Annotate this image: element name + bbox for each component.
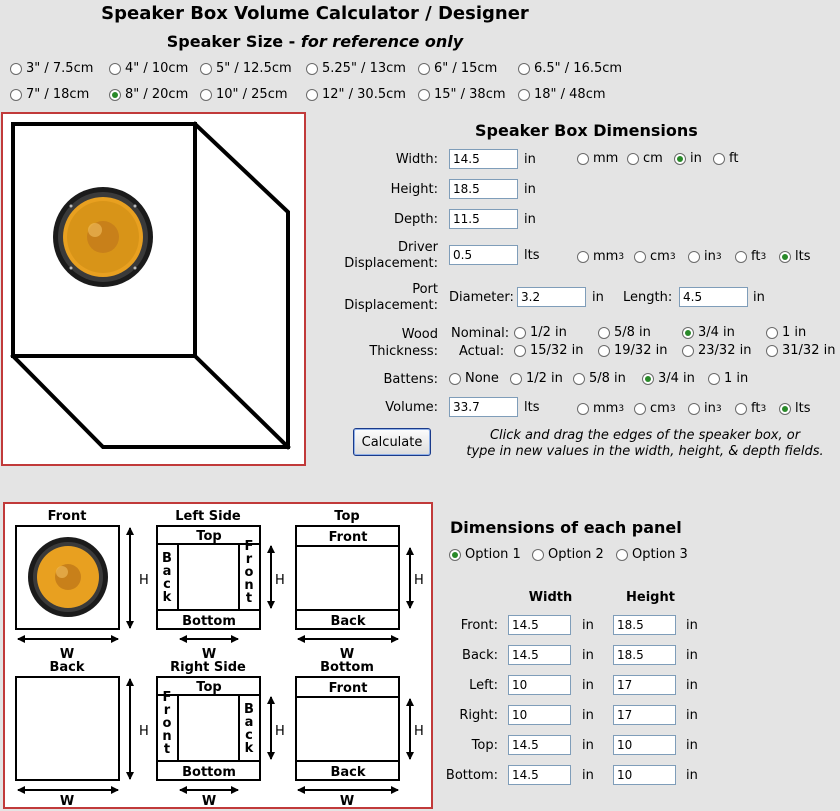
page-title: Speaker Box Volume Calculator / Designer bbox=[101, 3, 529, 24]
bottom-front-label: Front bbox=[328, 681, 368, 696]
length-unit-mm[interactable]: mm bbox=[577, 151, 618, 166]
top-back-label: Back bbox=[330, 614, 366, 629]
length-unit-ft[interactable]: ft bbox=[713, 151, 738, 166]
front-title: Front bbox=[47, 509, 87, 524]
radio-icon[interactable] bbox=[779, 251, 791, 263]
panel-row-label: Top: bbox=[471, 738, 498, 753]
wood-nominal-1-2[interactable]: 1/2 in bbox=[514, 325, 567, 340]
radio-icon[interactable] bbox=[200, 89, 212, 101]
calculate-button[interactable]: Calculate bbox=[353, 428, 431, 456]
driver-unit-in3[interactable]: in 3 bbox=[688, 249, 722, 264]
wood-actual-31-32[interactable]: 31/32 in bbox=[766, 343, 835, 358]
radio-icon[interactable] bbox=[682, 327, 694, 339]
panel-height-input[interactable] bbox=[613, 765, 676, 785]
speaker-driver-icon bbox=[53, 187, 153, 287]
radio-icon[interactable] bbox=[688, 403, 700, 415]
radio-icon[interactable] bbox=[627, 153, 639, 165]
radio-icon[interactable] bbox=[766, 345, 778, 357]
bottom-title: Bottom bbox=[320, 660, 374, 675]
port-length-input[interactable] bbox=[679, 287, 748, 307]
back-w-label: W bbox=[59, 794, 75, 807]
wood-nominal-label: Nominal: bbox=[451, 326, 510, 341]
wood-actual-23-32[interactable]: 23/32 in bbox=[682, 343, 751, 358]
top-w-label: W bbox=[339, 647, 355, 662]
top-front-label: Front bbox=[328, 530, 368, 545]
front-h-label: H bbox=[139, 573, 149, 588]
radio-icon[interactable] bbox=[514, 327, 526, 339]
back-panel bbox=[16, 677, 119, 780]
wood-actual-label: Actual: bbox=[459, 344, 505, 359]
radio-icon[interactable] bbox=[713, 153, 725, 165]
radio-icon[interactable] bbox=[735, 251, 747, 263]
panel-height-unit: in bbox=[686, 768, 698, 783]
panel-col-width: Width bbox=[528, 590, 573, 605]
panel-height-input[interactable] bbox=[613, 705, 676, 725]
volume-input[interactable] bbox=[449, 397, 518, 417]
radio-icon[interactable] bbox=[518, 89, 530, 101]
radio-icon[interactable] bbox=[518, 63, 530, 75]
panel-width-input[interactable] bbox=[508, 615, 571, 635]
wood-thickness-label: Wood Thickness: bbox=[369, 327, 438, 359]
height-input[interactable] bbox=[449, 179, 518, 199]
panel-option-3[interactable]: Option 3 bbox=[616, 547, 688, 562]
radio-icon[interactable] bbox=[735, 403, 747, 415]
right-side-top-label: Top bbox=[196, 680, 222, 695]
battens-label: Battens: bbox=[383, 372, 438, 387]
panel-width-unit: in bbox=[582, 678, 594, 693]
volume-unit-lts[interactable]: lts bbox=[779, 401, 810, 416]
panel-col-height: Height bbox=[626, 590, 675, 605]
front-speaker-icon bbox=[28, 537, 108, 617]
left-side-bottom-label: Bottom bbox=[182, 614, 236, 629]
port-displacement-label: Port Displacement: bbox=[344, 282, 438, 313]
panel-option-1[interactable]: Option 1 bbox=[449, 547, 521, 562]
left-side-title: Left Side bbox=[175, 509, 241, 524]
depth-input[interactable] bbox=[449, 209, 518, 229]
box-3d-view[interactable] bbox=[1, 112, 306, 466]
radio-icon[interactable] bbox=[682, 345, 694, 357]
driver-unit-cm3[interactable]: cm 3 bbox=[634, 249, 676, 264]
width-unit: in bbox=[524, 152, 536, 167]
radio-icon[interactable] bbox=[200, 63, 212, 75]
drag-hint: Click and drag the edges of the speaker box, or type in new values in the width, height, & depth fields. bbox=[466, 428, 824, 459]
driver-displacement-input[interactable] bbox=[449, 245, 518, 265]
radio-icon[interactable] bbox=[779, 403, 791, 415]
battens-1[interactable]: 1 in bbox=[708, 371, 748, 386]
panel-width-unit: in bbox=[582, 708, 594, 723]
left-side-back-label: B a c k bbox=[162, 551, 172, 605]
panel-width-unit: in bbox=[582, 648, 594, 663]
driver-displacement-unit: lts bbox=[524, 248, 540, 263]
panel-row-label: Front: bbox=[460, 618, 498, 633]
radio-icon[interactable] bbox=[10, 63, 22, 75]
panel-width-input[interactable] bbox=[508, 765, 571, 785]
speaker-size-10in[interactable]: 10" / 25cm bbox=[200, 87, 288, 102]
panel-height-input[interactable] bbox=[613, 645, 676, 665]
radio-icon[interactable] bbox=[449, 373, 461, 385]
panel-row-label: Bottom: bbox=[445, 768, 498, 783]
length-unit-in[interactable]: in bbox=[674, 151, 702, 166]
port-length-unit: in bbox=[753, 290, 765, 305]
battens-none[interactable]: None bbox=[449, 371, 499, 386]
volume-unit-ft3[interactable]: ft 3 bbox=[735, 401, 766, 416]
radio-icon[interactable] bbox=[577, 403, 589, 415]
speaker-size-5in[interactable]: 5" / 12.5cm bbox=[200, 61, 292, 76]
back-h-label: H bbox=[139, 724, 149, 739]
radio-icon[interactable] bbox=[510, 373, 522, 385]
panel-row-label: Right: bbox=[459, 708, 498, 723]
radio-icon[interactable] bbox=[598, 327, 610, 339]
radio-icon[interactable] bbox=[577, 251, 589, 263]
speaker-size-3in[interactable]: 3" / 7.5cm bbox=[10, 61, 93, 76]
radio-icon[interactable] bbox=[10, 89, 22, 101]
top-title: Top bbox=[334, 509, 360, 524]
panel-height-unit: in bbox=[686, 618, 698, 633]
port-length-label: Length: bbox=[623, 290, 673, 305]
speaker-size-12in[interactable]: 12" / 30.5cm bbox=[306, 87, 406, 102]
panel-height-unit: in bbox=[686, 738, 698, 753]
panel-width-unit: in bbox=[582, 768, 594, 783]
panel-height-input[interactable] bbox=[613, 735, 676, 755]
radio-icon[interactable] bbox=[708, 373, 720, 385]
right-side-w-label: W bbox=[201, 794, 217, 807]
panel-row-label: Back: bbox=[462, 648, 498, 663]
radio-icon[interactable] bbox=[418, 63, 430, 75]
box-3d-drawing[interactable] bbox=[3, 114, 304, 464]
right-side-title: Right Side bbox=[170, 660, 246, 675]
wood-nominal-1[interactable]: 1 in bbox=[766, 325, 806, 340]
right-side-bottom-label: Bottom bbox=[182, 765, 236, 780]
battens-3-4[interactable]: 3/4 in bbox=[642, 371, 695, 386]
radio-icon[interactable] bbox=[766, 327, 778, 339]
speaker-size-heading: Speaker Size - for reference only bbox=[166, 32, 464, 51]
height-unit: in bbox=[524, 182, 536, 197]
speaker-size-5-25in[interactable]: 5.25" / 13cm bbox=[306, 61, 406, 76]
speaker-size-15in[interactable]: 15" / 38cm bbox=[418, 87, 506, 102]
back-title: Back bbox=[49, 660, 85, 675]
driver-unit-lts[interactable]: lts bbox=[779, 249, 810, 264]
driver-displacement-label: Driver Displacement: bbox=[344, 240, 438, 271]
radio-icon[interactable] bbox=[616, 549, 628, 561]
radio-icon[interactable] bbox=[577, 153, 589, 165]
radio-icon[interactable] bbox=[306, 89, 318, 101]
panel-option-2[interactable]: Option 2 bbox=[532, 547, 604, 562]
panel-width-input[interactable] bbox=[508, 675, 571, 695]
radio-icon[interactable] bbox=[449, 549, 461, 561]
volume-label: Volume: bbox=[385, 400, 438, 415]
front-w-label: W bbox=[59, 647, 75, 662]
panel-height-input[interactable] bbox=[613, 615, 676, 635]
panel-width-unit: in bbox=[582, 618, 594, 633]
left-side-h-label: H bbox=[275, 573, 285, 588]
length-unit-cm[interactable]: cm bbox=[627, 151, 663, 166]
driver-unit-ft3[interactable]: ft 3 bbox=[735, 249, 766, 264]
radio-icon[interactable] bbox=[514, 345, 526, 357]
radio-icon[interactable] bbox=[634, 403, 646, 415]
height-label: Height: bbox=[390, 182, 438, 197]
panel-height-unit: in bbox=[686, 648, 698, 663]
volume-unit: lts bbox=[524, 400, 540, 415]
radio-icon[interactable] bbox=[598, 345, 610, 357]
radio-icon[interactable] bbox=[109, 89, 121, 101]
right-side-back-label: B a c k bbox=[244, 702, 254, 756]
panel-height-unit: in bbox=[686, 708, 698, 723]
panel-diagrams bbox=[3, 502, 433, 809]
speaker-size-18in[interactable]: 18" / 48cm bbox=[518, 87, 606, 102]
panel-diagrams-drawing bbox=[5, 504, 431, 807]
radio-icon[interactable] bbox=[634, 251, 646, 263]
panel-width-input[interactable] bbox=[508, 735, 571, 755]
radio-icon[interactable] bbox=[306, 63, 318, 75]
panel-height-unit: in bbox=[686, 678, 698, 693]
port-diameter-input[interactable] bbox=[517, 287, 586, 307]
left-side-front-label: F r o n t bbox=[244, 539, 254, 606]
width-input[interactable] bbox=[449, 149, 518, 169]
wood-nominal-5-8[interactable]: 5/8 in bbox=[598, 325, 651, 340]
radio-icon[interactable] bbox=[532, 549, 544, 561]
volume-unit-cm3[interactable]: cm 3 bbox=[634, 401, 676, 416]
panel-height-input[interactable] bbox=[613, 675, 676, 695]
panels-heading: Dimensions of each panel bbox=[450, 518, 682, 537]
panel-width-input[interactable] bbox=[508, 645, 571, 665]
depth-unit: in bbox=[524, 212, 536, 227]
panel-width-input[interactable] bbox=[508, 705, 571, 725]
wood-actual-19-32[interactable]: 19/32 in bbox=[598, 343, 667, 358]
bottom-back-label: Back bbox=[330, 765, 366, 780]
depth-label: Depth: bbox=[394, 212, 438, 227]
left-side-top-label: Top bbox=[196, 529, 222, 544]
radio-icon[interactable] bbox=[418, 89, 430, 101]
speaker-size-8in[interactable]: 8" / 20cm bbox=[109, 87, 188, 102]
driver-unit-mm3[interactable]: mm 3 bbox=[577, 249, 624, 264]
left-side-w-label: W bbox=[201, 647, 217, 662]
speaker-size-4in[interactable]: 4" / 10cm bbox=[109, 61, 188, 76]
speaker-size-7in[interactable]: 7" / 18cm bbox=[10, 87, 89, 102]
radio-icon[interactable] bbox=[573, 373, 585, 385]
bottom-w-label: W bbox=[339, 794, 355, 807]
wood-nominal-3-4[interactable]: 3/4 in bbox=[682, 325, 735, 340]
panel-row-label: Left: bbox=[469, 678, 498, 693]
speaker-size-6-5in[interactable]: 6.5" / 16.5cm bbox=[518, 61, 622, 76]
panel-width-unit: in bbox=[582, 738, 594, 753]
dimensions-heading: Speaker Box Dimensions bbox=[475, 121, 698, 140]
port-diameter-label: Diameter: bbox=[449, 290, 514, 305]
wood-actual-15-32[interactable]: 15/32 in bbox=[514, 343, 583, 358]
top-h-label: H bbox=[414, 573, 424, 588]
radio-icon[interactable] bbox=[674, 153, 686, 165]
right-side-h-label: H bbox=[275, 724, 285, 739]
width-label: Width: bbox=[395, 152, 438, 167]
radio-icon[interactable] bbox=[109, 63, 121, 75]
port-diameter-unit: in bbox=[592, 290, 604, 305]
bottom-h-label: H bbox=[414, 724, 424, 739]
speaker-size-6in[interactable]: 6" / 15cm bbox=[418, 61, 497, 76]
radio-icon[interactable] bbox=[642, 373, 654, 385]
battens-5-8[interactable]: 5/8 in bbox=[573, 371, 626, 386]
volume-unit-in3[interactable]: in 3 bbox=[688, 401, 722, 416]
right-side-front-label: F r o n t bbox=[162, 690, 172, 757]
volume-unit-mm3[interactable]: mm 3 bbox=[577, 401, 624, 416]
radio-icon[interactable] bbox=[688, 251, 700, 263]
battens-1-2[interactable]: 1/2 in bbox=[510, 371, 563, 386]
